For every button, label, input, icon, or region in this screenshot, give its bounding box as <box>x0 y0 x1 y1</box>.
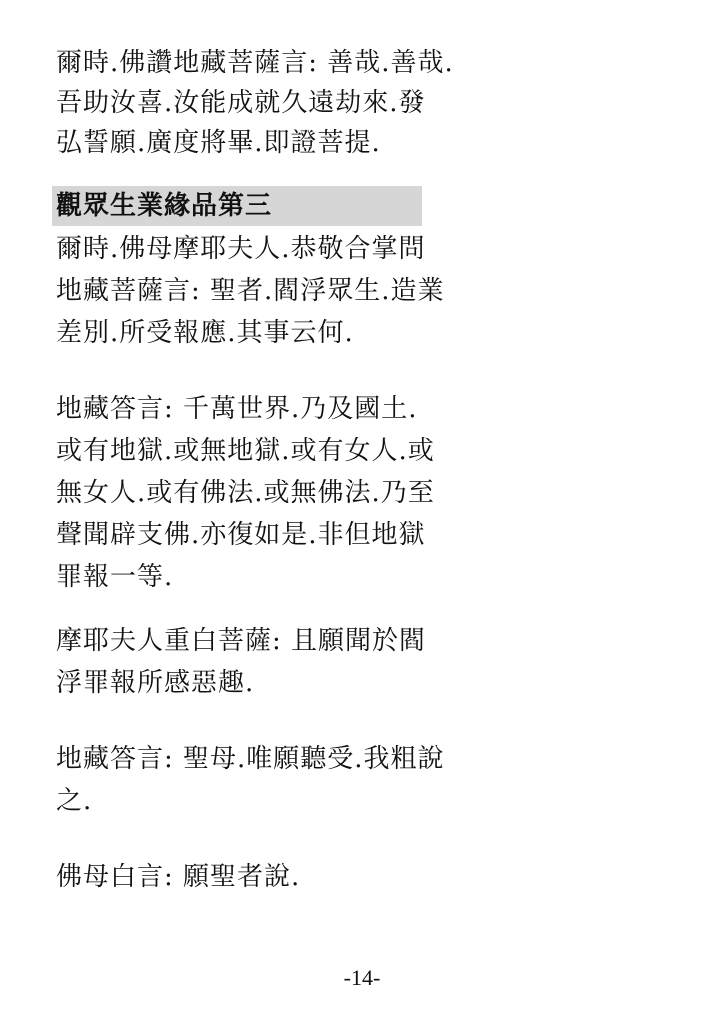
text-line: 聲聞辟支佛.亦復如是.非但地獄 <box>56 520 426 550</box>
text-line: 地藏答言: 聖母.唯願聽受.我粗說 <box>56 744 445 774</box>
text-line: 地藏菩薩言: 聖者.閻浮眾生.造業 <box>56 276 445 306</box>
chapter-heading: 觀眾生業緣品第三 <box>56 191 273 221</box>
text-line: 或有地獄.或無地獄.或有女人.或 <box>56 436 435 466</box>
text-line: 弘誓願.廣度將畢.即證菩提. <box>56 128 381 158</box>
text-line: 無女人.或有佛法.或無佛法.乃至 <box>56 478 435 508</box>
text-line: 爾時.佛讚地藏菩薩言: 善哉.善哉. <box>56 48 454 78</box>
text-line: 之. <box>56 786 93 816</box>
text-line: 差別.所受報應.其事云何. <box>56 318 354 348</box>
text-line: 佛母白言: 願聖者說. <box>56 862 301 892</box>
text-line: 地藏答言: 千萬世界.乃及國土. <box>56 394 418 424</box>
text-line: 爾時.佛母摩耶夫人.恭敬合掌問 <box>56 234 426 264</box>
text-line: 吾助汝喜.汝能成就久遠劫來.發 <box>56 88 426 118</box>
text-line: 摩耶夫人重白菩薩: 且願聞於閻 <box>56 626 427 656</box>
page-number: -14- <box>343 965 381 990</box>
text-line: 浮罪報所感惡趣. <box>56 668 255 698</box>
text-line: 罪報一等. <box>56 562 174 592</box>
